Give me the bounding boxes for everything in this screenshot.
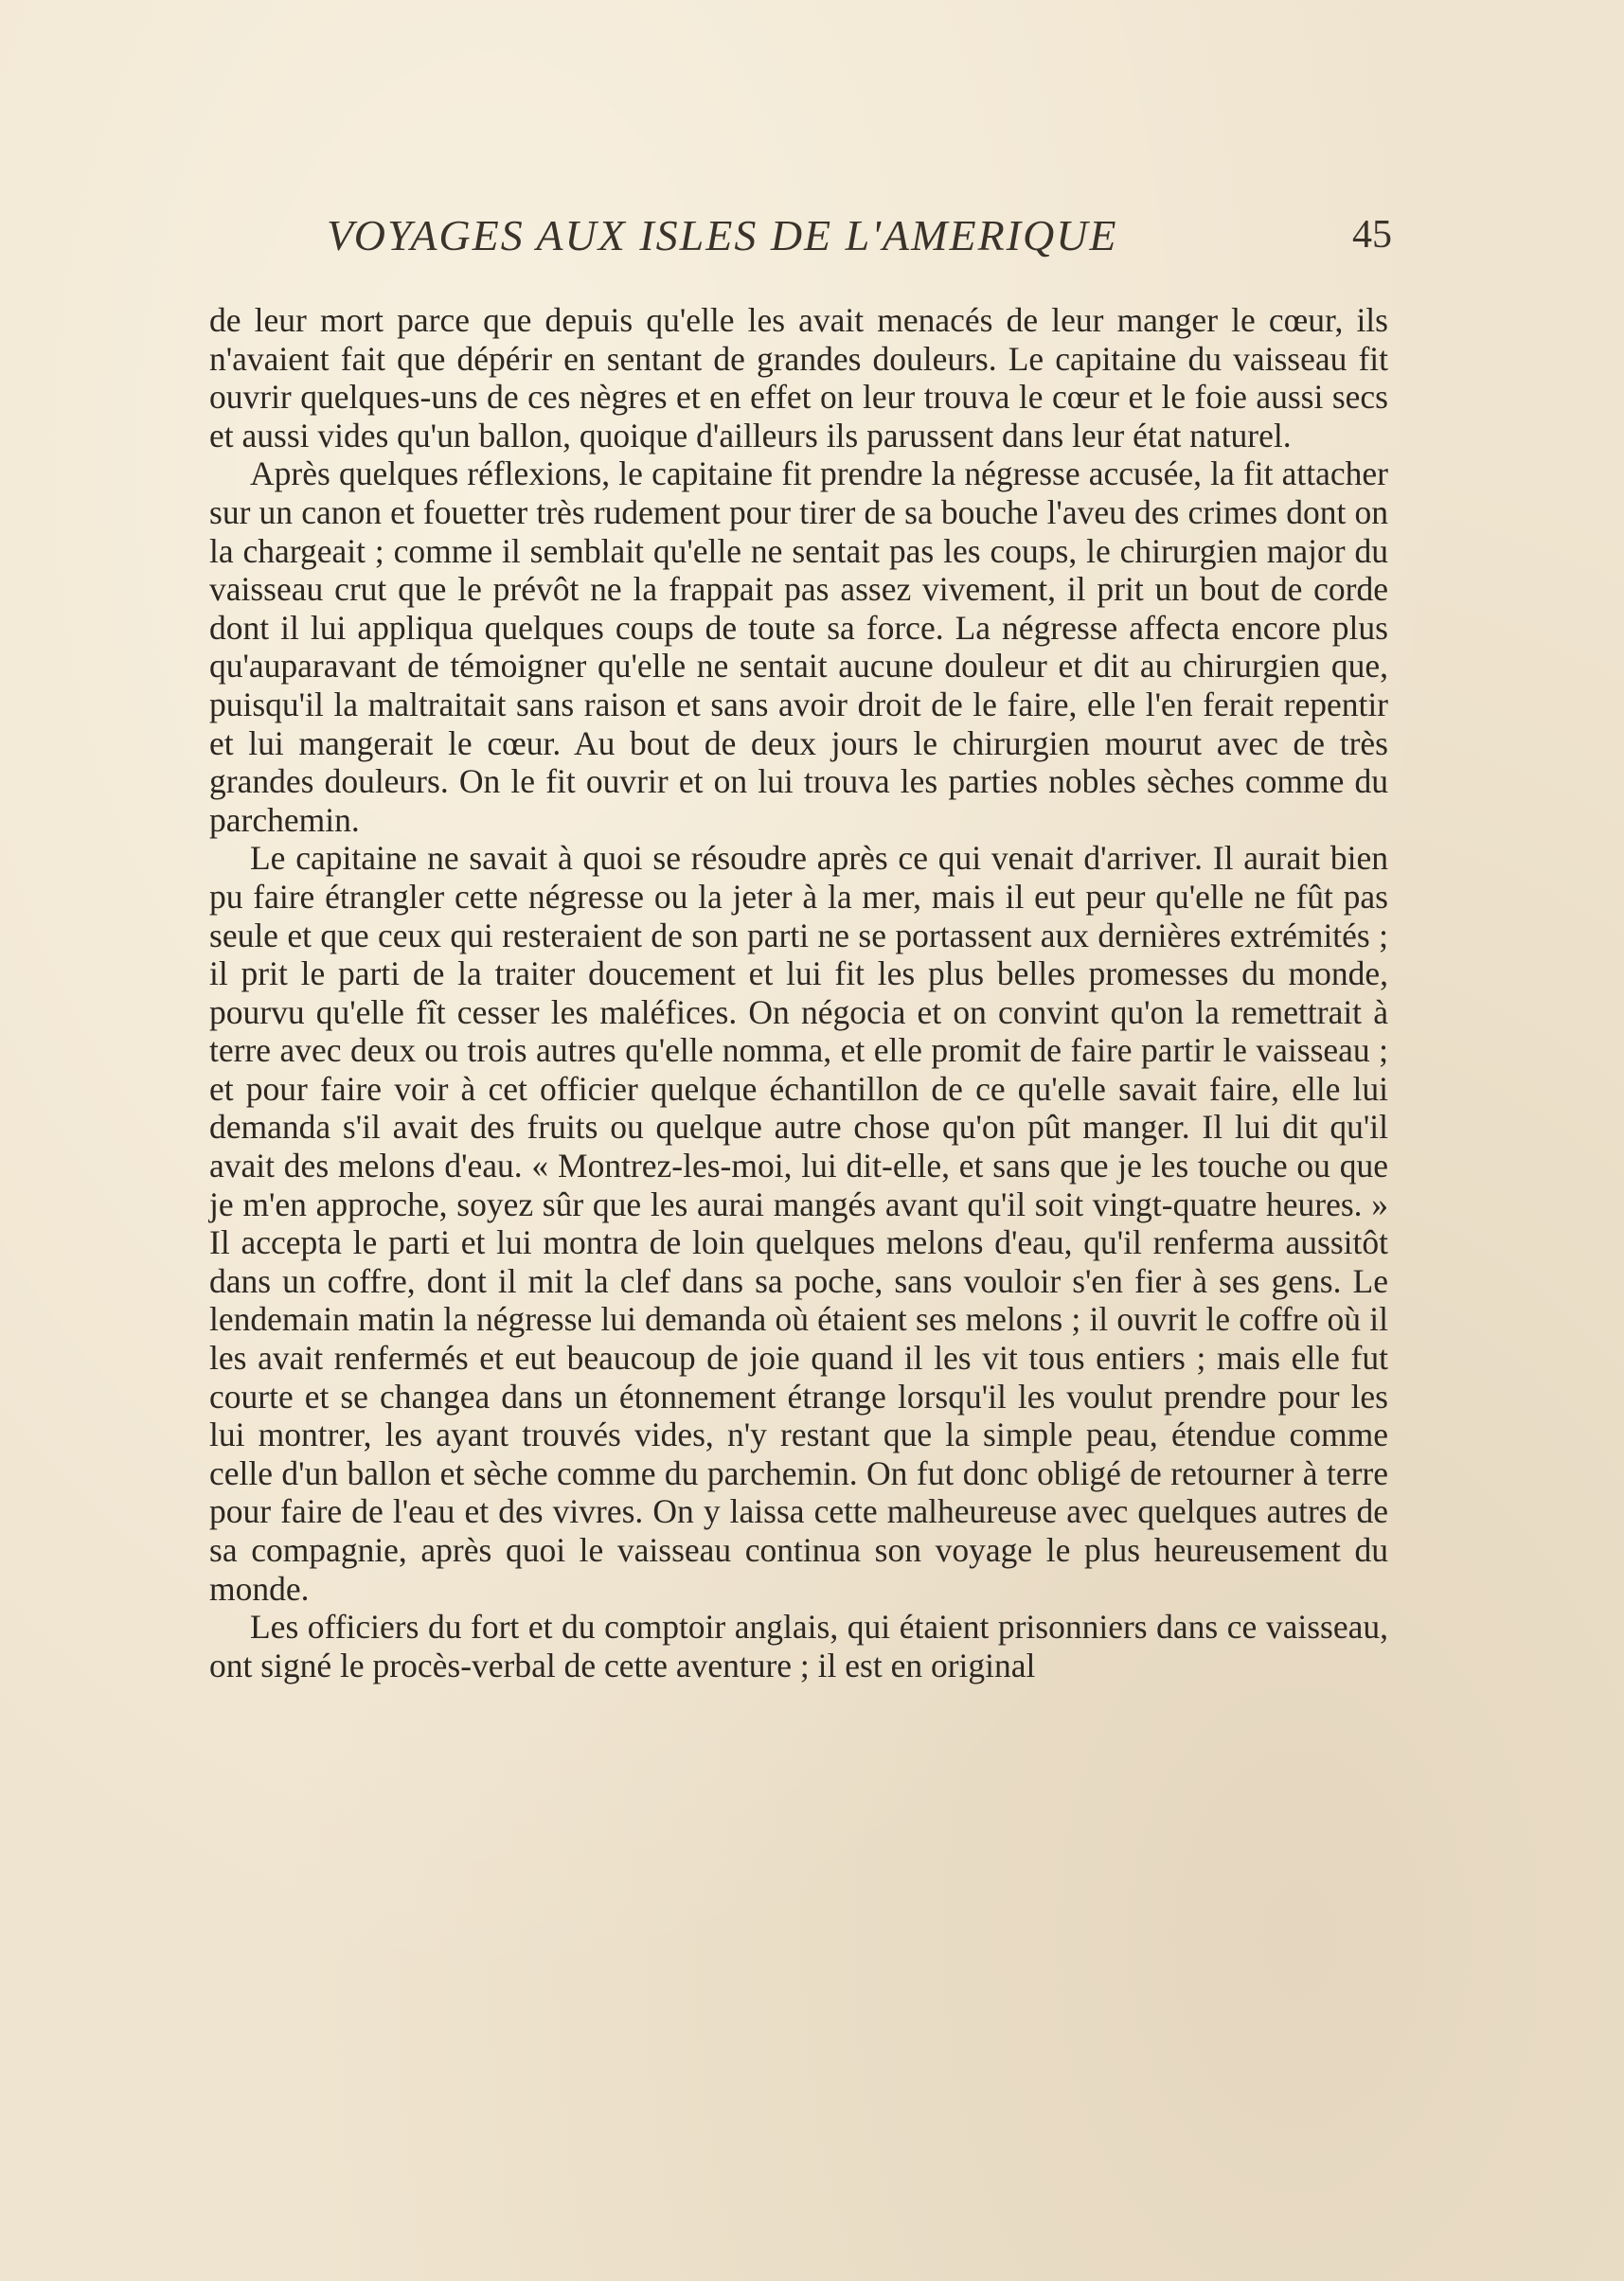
paragraph-2: Après quelques réflexions, le capitaine fit prendre la négresse accusée, la fit attacher sur un canon et fouetter très rudement pour tirer de sa bouche l'aveu des crimes dont on la chargeait ; comme il semblait qu'elle ne sentait pas les coups, le chirurgien major du vaisseau crut que le prévôt ne la frappait pas assez vivement, il prit un bout de corde dont il lui appliqua quelques coups de toute sa force. La négresse affecta encore plus qu'auparavant de témoigner qu'elle ne sentait aucune douleur et dit au chirurgien que, puisqu'il la maltraitait sans raison et sans avoir droit de le faire, elle l'en ferait repentir et lui mangerait le cœur. Au bout de deux jours le chirurgien mourut avec de très grandes douleurs. On le fit ouvrir et on lui trouva les parties nobles sèches comme du parchemin.	[209, 454, 1388, 839]
body-text	[209, 301, 1388, 1684]
paragraph-4: Les officiers du fort et du comptoir anglais, qui étaient prisonniers dans ce vaisseau, ont signé le procès-verbal de cette aventure ; il est en original	[209, 1608, 1388, 1684]
running-head	[327, 210, 1392, 267]
running-title: VOYAGES AUX ISLES DE L'AMERIQUE	[327, 211, 1118, 259]
page-number: 45	[1352, 213, 1392, 257]
paragraph-1: de leur mort parce que depuis qu'elle les avait menacés de leur manger le cœur, ils n'avaient fait que dépérir en sentant de grandes douleurs. Le capitaine du vaisseau fit ouvrir quelques-uns de ces nègres et en effet on leur trouva le cœur et le foie aussi secs et aussi vides qu'un ballon, quoique d'ailleurs ils parussent dans leur état naturel.	[209, 301, 1388, 454]
paragraph-3: Le capitaine ne savait à quoi se résoudre après ce qui venait d'arriver. Il aurait bien pu faire étrangler cette négresse ou la jeter à la mer, mais il eut peur qu'elle ne fût pas seule et que ceux qui resteraient de son parti ne se portassent aux dernières extrémités ; il prit le parti de la traiter doucement et lui fit les plus belles promesses du monde, pourvu qu'elle fît cesser les maléfices. On négocia et on convint qu'on la remettrait à terre avec deux ou trois autres qu'elle nomma, et elle promit de faire partir le vaisseau ; et pour faire voir à cet officier quelque échantillon de ce qu'elle savait faire, elle lui demanda s'il avait des fruits ou quelque autre chose qu'on pût manger. Il lui dit qu'il avait des melons d'eau. « Montrez-les-moi, lui dit-elle, et sans que je les touche ou que je m'en approche, soyez sûr que les aurai mangés avant qu'il soit vingt-quatre heures. » Il accepta le parti et lui montra de loin quelques melons d'eau, qu'il renferma aussitôt dans un coffre, dont il mit la clef dans sa poche, sans vouloir s'en fier à ses gens. Le lendemain matin la négresse lui demanda où étaient ses melons ; il ouvrit le coffre où il les avait renfermés et eut beaucoup de joie quand il les vit tous entiers ; mais elle fut courte et se changea dans un étonnement étrange lorsqu'il les voulut prendre pour les lui montrer, les ayant trouvés vides, n'y restant que la simple peau, étendue comme celle d'un ballon et sèche comme du parchemin. On fut donc obligé de retourner à terre pour faire de l'eau et des vivres. On y laissa cette malheureuse avec quelques autres de sa compagnie, après quoi le vaisseau continua son voyage le plus heureusement du monde.	[209, 839, 1388, 1608]
